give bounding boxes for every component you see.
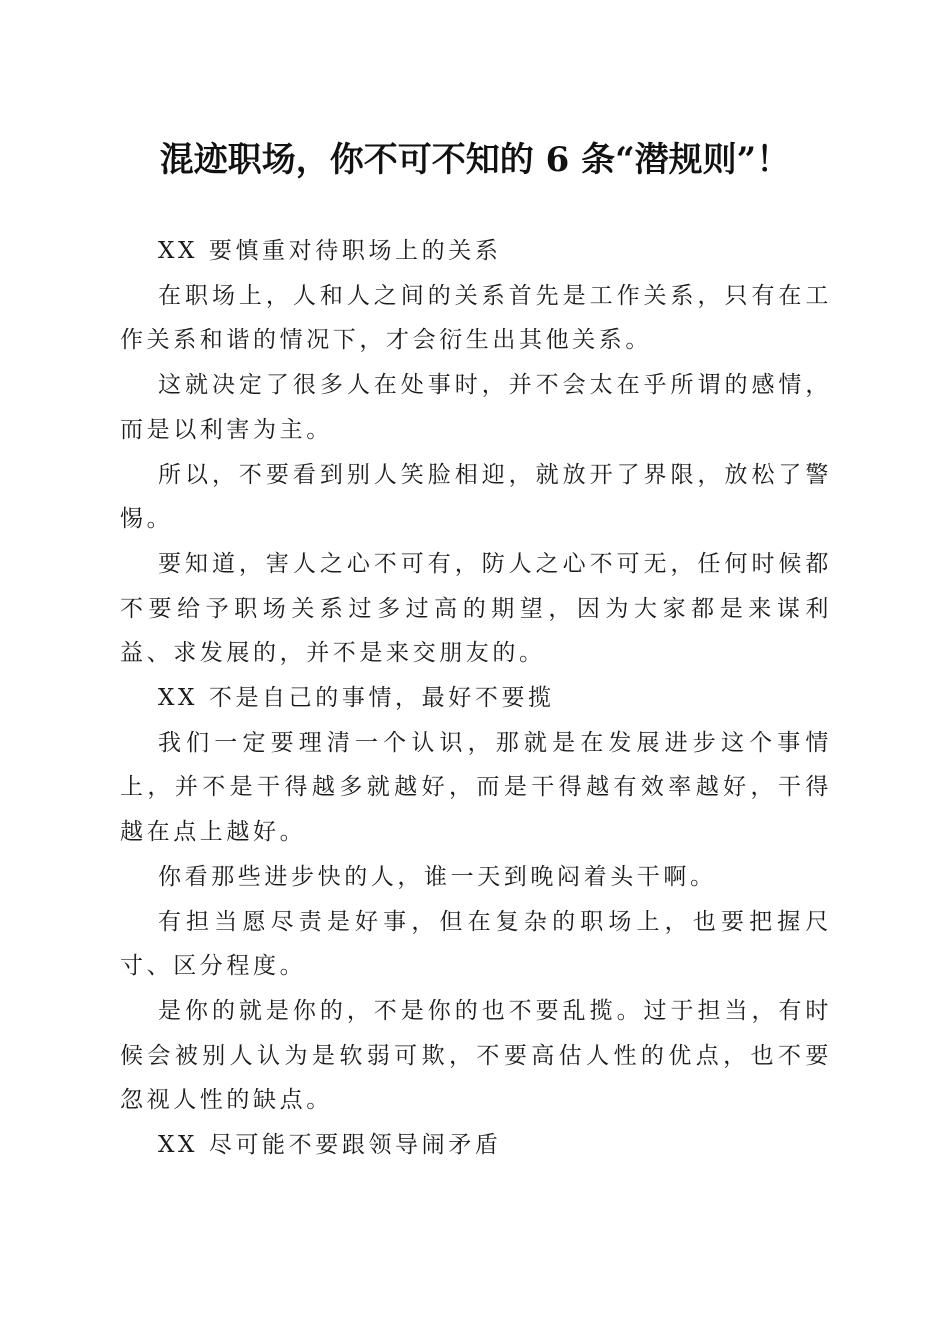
paragraph-6: 你看那些进步快的人，谁一天到晚闷着头干啊。 (158, 863, 717, 890)
paragraph-5: 我们一定要理清一个认识，那就是在发展进步这个事情上，并不是干得越多就越好，而是干得越有效率越好，干得越在点上越好。 (120, 729, 832, 846)
document-body (120, 229, 832, 1168)
paragraph-7: 有担当愿尽责是好事，但在复杂的职场上，也要把握尺寸、区分程度。 (120, 908, 832, 980)
section-heading-3: XX 尽可能不要跟领导闹矛盾 (158, 1132, 502, 1159)
paragraph-3: 所以，不要看到别人笑脸相迎，就放开了界限，放松了警惕。 (120, 461, 832, 533)
paragraph-4: 要知道，害人之心不可有，防人之心不可无，任何时候都不要给予职场关系过多过高的期望，因为大家都是来谋利益、求发展的，并不是来交朋友的。 (120, 550, 832, 667)
section-heading-2: XX 不是自己的事情，最好不要揽 (158, 685, 555, 712)
document-title: 混迹职场，你不可不知的 6 条“潜规则”！ (159, 140, 791, 180)
section-heading-1: XX 要慎重对待职场上的关系 (158, 238, 502, 264)
paragraph-2: 这就决定了很多人在处事时，并不会太在乎所谓的感情，而是以利害为主。 (120, 372, 832, 443)
paragraph-1: 在职场上，人和人之间的关系首先是工作关系，只有在工作关系和谐的情况下，才会衍生出其他关系。 (120, 282, 832, 354)
paragraph-8: 是你的就是你的，不是你的也不要乱揽。过于担当，有时候会被别人认为是软弱可欺，不要高估人性的优点，也不要忽视人性的缺点。 (120, 997, 832, 1114)
